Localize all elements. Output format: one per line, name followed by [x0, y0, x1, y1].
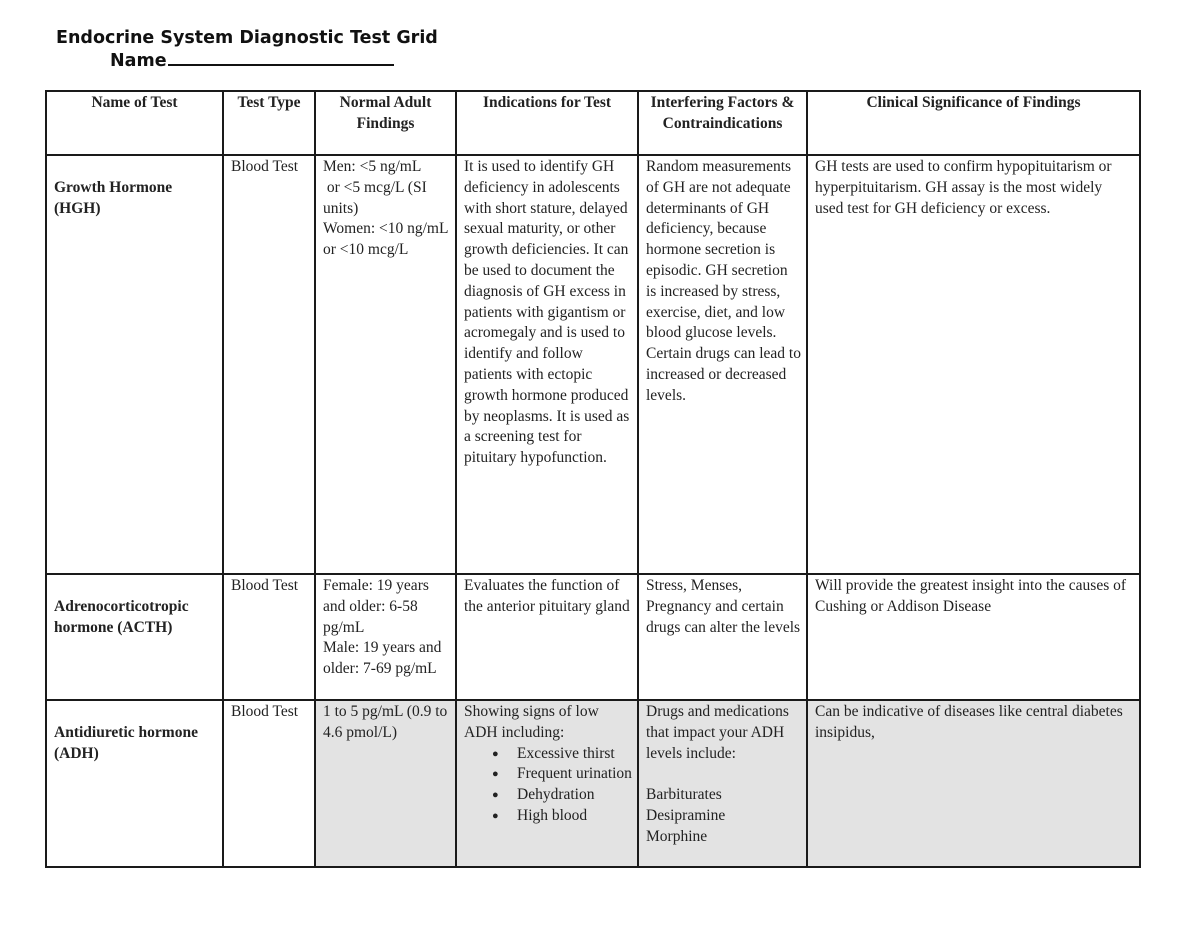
test-name-adh: Antidiuretic hormone (ADH) — [54, 724, 198, 762]
header-row — [46, 91, 1140, 155]
cell-interfering-factors: Random measurements of GH are not adequate determinants of GH deficiency, because hormone secretion is episodic. GH secretion is increased by stress, exercise, diet, and low blood glucose levels. Certain drugs can lead to increased or decreased levels. — [638, 155, 807, 574]
drug-item: Desipramine — [646, 806, 726, 824]
cell-clinical-significance: Can be indicative of diseases like central diabetes insipidus, — [807, 700, 1140, 867]
header-indications: Indications for Test — [456, 91, 638, 155]
drug-item: Barbiturates — [646, 786, 722, 804]
normal-finding-line: Male: 19 years and older: 7-69 pg/mL — [323, 639, 442, 678]
list-item: ● Excessive thirst — [517, 744, 632, 765]
header-normal-adult-findings: Normal Adult Findings — [315, 91, 456, 155]
table-row-acth — [46, 574, 1140, 700]
cell-test-name — [46, 574, 223, 700]
cell-interfering-factors — [638, 700, 807, 867]
cell-clinical-significance: GH tests are used to confirm hypopituitarism or hyperpituitarism. GH assay is the most widely used test for GH deficiency or excess. — [807, 155, 1140, 574]
header-clinical-significance: Clinical Significance of Findings — [807, 91, 1140, 155]
header-test-type: Test Type — [223, 91, 315, 155]
cell-test-name — [46, 700, 223, 867]
cell-clinical-significance: Will provide the greatest insight into the causes of Cushing or Addison Disease — [807, 574, 1140, 700]
table-row-hgh — [46, 155, 1140, 574]
name-blank-underline — [168, 48, 394, 66]
cell-normal-findings — [315, 155, 456, 574]
normal-finding-line: Women: <10 ng/mL or <10 mcg/L — [323, 220, 448, 259]
cell-test-type: Blood Test — [223, 700, 315, 867]
diagnostic-test-grid — [45, 90, 1141, 868]
cell-test-type: Blood Test — [223, 574, 315, 700]
header-name-of-test: Name of Test — [46, 91, 223, 155]
table-row-adh — [46, 700, 1140, 867]
normal-finding-line: 1 to 5 pg/mL (0.9 to 4.6 pmol/L) — [323, 703, 448, 741]
normal-finding-line: Men: <5 ng/mL — [323, 158, 422, 175]
interfering-intro: Drugs and medications that impact your ADH levels include: — [646, 703, 789, 762]
indications-intro: Showing signs of low ADH including: — [464, 703, 599, 741]
cell-test-type: Blood Test — [223, 155, 315, 574]
header-interfering-factors: Interfering Factors & Contraindications — [638, 91, 807, 155]
list-item: ● Dehydration — [517, 785, 632, 806]
cell-normal-findings — [315, 574, 456, 700]
list-item: ● Frequent urination — [517, 764, 632, 785]
test-name-hgh: Growth Hormone (HGH) — [54, 179, 173, 217]
document-title: Endocrine System Diagnostic Test Grid — [56, 28, 438, 48]
cell-indications: It is used to identify GH deficiency in adolescents with short stature, delayed sexual maturity, or other growth deficiencies. It can be used to document the diagnosis of GH excess in patients with gigantism or acromegaly and is used to identify and follow patients with ectopic growth hormone produced by neoplasms. It is used as a screening test for pituitary hypofunction. — [456, 155, 638, 574]
spacer — [646, 764, 801, 785]
cell-test-name — [46, 155, 223, 574]
drug-item: Morphine — [646, 827, 708, 845]
cell-indications — [456, 700, 638, 867]
normal-finding-line: Female: 19 years and older: 6-58 pg/mL — [323, 577, 429, 636]
list-item: ● High blood — [517, 806, 632, 827]
name-label: Name — [110, 51, 167, 71]
normal-finding-line: or <5 mcg/L (SI units) — [323, 178, 431, 217]
cell-indications: Evaluates the function of the anterior pituitary gland — [456, 574, 638, 700]
test-name-acth: Adrenocorticotropic hormone (ACTH) — [54, 598, 189, 636]
symptom-list — [464, 744, 632, 827]
name-field-line — [110, 48, 394, 72]
cell-interfering-factors: Stress, Menses, Pregnancy and certain drugs can alter the levels — [638, 574, 807, 700]
cell-normal-findings — [315, 700, 456, 867]
